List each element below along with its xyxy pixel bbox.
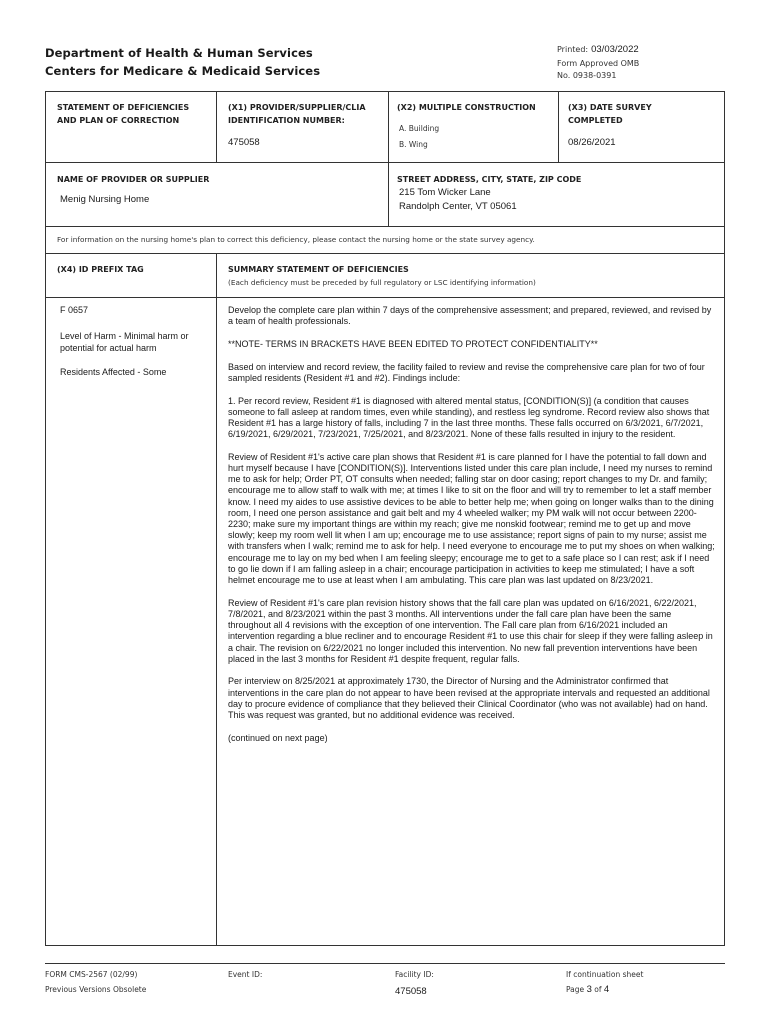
footer-rule: [45, 963, 725, 964]
agency-line-2: Centers for Medicare & Medicaid Services: [45, 64, 321, 78]
body-paragraph: Review of Resident #1's active care plan shows that Resident #1 is care planned for I have the potential to fall down and hurt myself because I have [CONDITION(S)]. Interventions listed under this care plan include, I need my nurses to remind me to ask for help; Order PT, OT consults when needed; falling star on door casing; report changes to my Dr. and family; encourage me to allow staff to walk with me; at times I like to sit on the floor and will try to remember to let a staff member know. I need my aides to use assistive devices to be able to better help me; when going on longer walks than to the dining room, I need one person assistance and gait belt and my 4 wheeled walker; my PM walk will not occur between 2200-2230; make sure my important things are within my reach; give me nonskid footwear; remind me to get up and move slowly; keep my room well lit when I am up; encourage me to use assistance; report signs of pain to my nurse; assist me with transfers when I walk; remind me to ask for help. I need everyone to encourage me to put my shoes on when walking; encourage me to lay on my bed when I am feeling sleepy; encourage me to get to a safe place so I can rest; ask if I need to go lie down if I am falling asleep in a chair; encourage participation in activities to keep me stimulated; I have a soft helmet encourage me to use at least when I am ambulating. This care plan was last updated on 8/23/2021.: [228, 451, 715, 586]
facility-id-label: Facility ID:: [395, 970, 434, 979]
form-number: FORM CMS-2567 (02/99): [45, 970, 138, 979]
x3-value: 08/26/2021: [568, 137, 616, 148]
agency-line-1: Department of Health & Human Services: [45, 46, 313, 60]
rule-row1: [45, 162, 725, 163]
body-paragraph: **NOTE- TERMS IN BRACKETS HAVE BEEN EDITED TO PROTECT CONFIDENTIALITY**: [228, 338, 598, 349]
body-paragraph: Based on interview and record review, the facility failed to review and revise the comprehensive care plan for two of four sampled residents (Resident #1 and #2). Findings include:: [228, 361, 705, 383]
form-approved: Form Approved OMB: [557, 59, 640, 68]
printed-date: [557, 44, 639, 55]
body-paragraph: Develop the complete care plan within 7 days of the comprehensive assessment; and prepared, reviewed, and revised by a team of health professionals.: [228, 305, 712, 327]
rule-row2: [45, 226, 725, 227]
x3-label: (X3) DATE SURVEY COMPLETED: [568, 103, 652, 125]
provider-value: Menig Nursing Home: [60, 194, 150, 205]
page-label: Page: [566, 985, 585, 994]
address-label: STREET ADDRESS, CITY, STATE, ZIP CODE: [397, 175, 582, 184]
divider-tag-column: [216, 253, 217, 946]
address-line-1: 215 Tom Wicker Lane: [399, 187, 491, 198]
divider-x3: [558, 91, 559, 162]
printed-value: 03/03/2022: [591, 44, 639, 55]
summary-sub: (Each deficiency must be preceded by full regulatory or LSC identifying information): [228, 278, 536, 287]
divider-x1: [216, 91, 217, 162]
summary-label: SUMMARY STATEMENT OF DEFICIENCIES: [228, 265, 409, 274]
x2-wing: B. Wing: [399, 140, 428, 149]
continuation-label: If continuation sheet: [566, 970, 644, 979]
page-total: 4: [603, 984, 610, 995]
x1-label: (X1) PROVIDER/SUPPLIER/CLIA IDENTIFICATION NUMBER:: [228, 103, 366, 125]
info-line: For information on the nursing home's plan to correct this deficiency, please contact the nursing home or the state survey agency.: [57, 235, 535, 244]
x2-building: A. Building: [399, 124, 440, 133]
continued-note: (continued on next page): [228, 732, 328, 743]
deficiency-body: [228, 305, 716, 756]
address-line-2: Randolph Center, VT 05061: [399, 201, 517, 212]
omb-number: No. 0938-0391: [557, 71, 617, 80]
rule-columns: [45, 297, 725, 298]
body-paragraph: 1. Per record review, Resident #1 is diagnosed with altered mental status, [CONDITION(S)] (a condition that causes someone to fall asleep at random times, even while standing), and restless leg syndrome. Record review also shows that Resident #1 has a large history of falls, including 7 in the last three months. These falls occurred on 6/3/2021, 6/7/2021, 6/19/2021, 6/29/2021, 7/23/2021, 7/25/2021, and 8/23/2021. None of these falls resulted in injury to the resident.: [228, 395, 710, 440]
facility-id-value: 475058: [395, 986, 427, 997]
provider-label: NAME OF PROVIDER OR SUPPLIER: [57, 175, 210, 184]
body-paragraph: Per interview on 8/25/2021 at approximately 1730, the Director of Nursing and the Administrator confirmed that interventions in the care plan do not appear to have been revised at the appropriate intervals and requested an additional day to procure evidence of compliance that they believed their Clinical Coordinator (who was not available) had on hand. This was request was granted, but no additional evidence was received.: [228, 676, 710, 721]
x1-value: 475058: [228, 137, 260, 148]
page-indicator: [566, 984, 609, 995]
tag-level: Level of Harm - Minimal harm or potential for actual harm: [60, 331, 189, 353]
tag-residents: Residents Affected - Some: [60, 367, 167, 377]
tag-code: F 0657: [60, 305, 89, 315]
previous-versions: Previous Versions Obsolete: [45, 985, 147, 994]
rule-info: [45, 253, 725, 254]
printed-label: Printed:: [557, 45, 589, 54]
page-current: 3: [586, 984, 592, 995]
body-paragraph: Review of Resident #1's care plan revision history shows that the fall care plan was updated on 6/16/2021, 6/22/2021, 7/8/2021, and 8/23/2021 within the past 3 months. All interventions under the fall care plan have been the same throughout all 4 revisions with the exception of one intervention. The Fall care plan from 6/16/2021 included an intervention regarding a blue recliner and to encourage Resident #1 to use this chair for sleep if they were falling asleep in a chair. The revision on 6/22/2021 no longer included this intervention. No new fall prevention interventions have been placed in the last 3 months for Resident #1 despite frequent, regular falls.: [228, 597, 713, 664]
statement-label: STATEMENT OF DEFICIENCIES AND PLAN OF CORRECTION: [57, 103, 190, 125]
divider-x2: [388, 91, 389, 226]
page-of: of: [594, 985, 602, 994]
event-id-label: Event ID:: [228, 970, 263, 979]
x2-label: (X2) MULTIPLE CONSTRUCTION: [397, 103, 536, 112]
x4-label: (X4) ID PREFIX TAG: [57, 265, 144, 274]
